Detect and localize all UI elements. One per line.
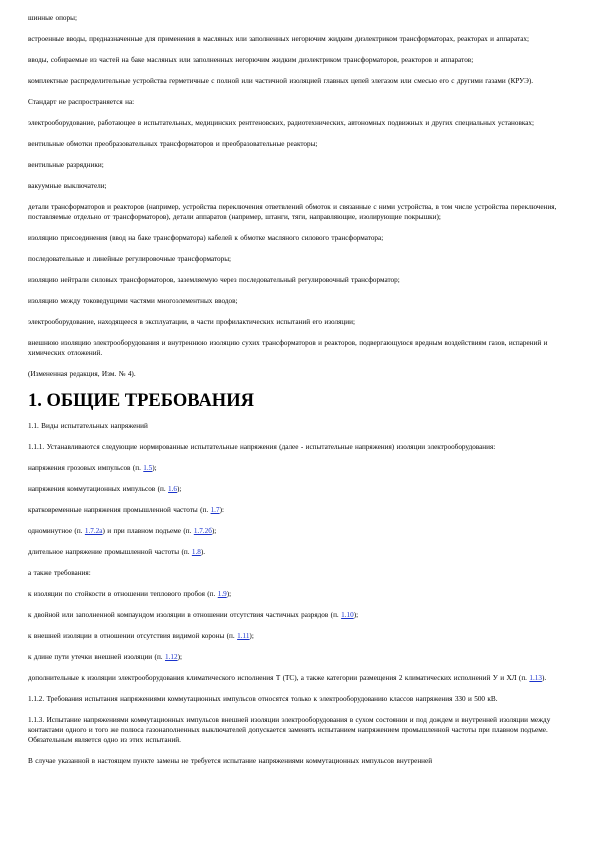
paragraph-text: 1.1.1. Устанавливаются следующие нормированные испытательные напряжения (далее - испытательные напряжения) изоляции электрооборудования: [28, 443, 496, 451]
paragraph-text: вакуумные выключатели; [28, 182, 107, 190]
clause-reference-link[interactable]: 1.7 [210, 506, 220, 514]
paragraph [28, 296, 565, 306]
paragraph [28, 526, 565, 536]
paragraph-text: 1. ОБЩИЕ ТРЕБОВАНИЯ [28, 391, 254, 411]
paragraph [28, 505, 565, 515]
paragraph [28, 756, 565, 766]
paragraph-text: 1.1. Виды испытательных напряжений [28, 422, 148, 430]
clause-reference-link[interactable]: 1.7.2а [84, 527, 103, 535]
paragraph [28, 118, 565, 128]
clause-reference-link[interactable]: 1.11 [237, 632, 250, 640]
clause-reference-link[interactable]: 1.10 [341, 611, 354, 619]
paragraph-text: а также требования: [28, 569, 91, 577]
paragraph-text: ); [226, 590, 232, 598]
paragraph [28, 463, 565, 473]
paragraph-text: ); [152, 464, 157, 472]
paragraph [28, 76, 565, 86]
paragraph [28, 233, 565, 243]
paragraph-text: Стандарт не распространяется на: [28, 98, 135, 106]
clause-reference-link[interactable]: 1.8 [191, 548, 201, 556]
paragraph-text: вентильные разрядники; [28, 161, 104, 169]
paragraph-text: В случае указанной в настоящем пункте замены не требуется испытание напряжениями коммутационных импульсов внутренней [28, 757, 433, 765]
paragraph-text: последовательные и линейные регулировочные трансформаторы; [28, 255, 232, 263]
paragraph [28, 442, 565, 452]
paragraph [28, 421, 565, 431]
paragraph [28, 275, 565, 285]
paragraph [28, 97, 565, 107]
clause-reference-link[interactable]: 1.6 [168, 485, 178, 493]
clause-reference-link[interactable]: 1.9 [217, 590, 227, 598]
paragraph-text: дополнительные к изоляции электрооборудования климатического исполнения Т (ТС), а также категории размещения 2 климатических исполнений У и ХЛ (п. [28, 674, 530, 682]
paragraph [28, 715, 565, 745]
paragraph [28, 160, 565, 170]
paragraph-text: комплектные распределительные устройства герметичные с полной или частичной изоляцией главных цепей элегазом или смесью его с другими газами (КРУЭ). [28, 77, 534, 85]
paragraph [28, 254, 565, 264]
paragraph-text: кратковременные напряжения промышленной частоты (п. [28, 506, 211, 514]
paragraph [28, 317, 565, 327]
paragraph-text: длительное напряжение промышленной частоты (п. [28, 548, 192, 556]
paragraph [28, 55, 565, 65]
paragraph-text: электрооборудование, находящееся в эксплуатации, в части профилактических испытаний его изоляции; [28, 318, 355, 326]
section-heading [28, 390, 565, 412]
paragraph-text: электрооборудование, работающее в испытательных, медицинских рентгеновских, радиотехнических, автономных подвижных и других специальных установках; [28, 119, 535, 127]
paragraph-text: ); [177, 485, 182, 493]
paragraph [28, 369, 565, 379]
paragraph [28, 34, 565, 44]
paragraph-text: 1.1.3. Испытание напряжениями коммутационных импульсов внешней изоляции электрооборудования в сухом состоянии и под дождем и внутренней изоляции между контактами одного и того же полюса газонаполненных выключателей допускается заменять испытанием напряжением промышленной частоты при плавном подъеме. Обязательным является одно из этих испытаний. [28, 716, 551, 744]
paragraph-text: ); [249, 632, 254, 640]
paragraph-text: изоляцию между токоведущими частями многоэлементных вводов; [28, 297, 238, 305]
clause-reference-link[interactable]: 1.12 [164, 653, 178, 661]
clause-reference-link[interactable]: 1.7.2б [193, 527, 212, 535]
paragraph-text: изоляцию присоединения (ввод на баке трансформатора) кабелей к обмотке масляного силового трансформатора; [28, 234, 384, 242]
paragraph-text: к двойной или заполненной компаундом изоляции в отношении отсутствия частичных разрядов (п. [28, 611, 342, 619]
paragraph-text: изоляцию нейтрали силовых трансформаторов, заземляемую через последовательный регулировочный трансформатор; [28, 276, 400, 284]
paragraph [28, 547, 565, 557]
paragraph [28, 338, 565, 358]
paragraph-text: к внешней изоляции в отношении отсутствия видимой короны (п. [28, 632, 238, 640]
paragraph-text: ). [541, 674, 547, 682]
paragraph [28, 631, 565, 641]
paragraph-text: ); [177, 653, 182, 661]
paragraph-text: (Измененная редакция, Изм. № 4). [28, 370, 136, 378]
paragraph-text: напряжения коммутационных импульсов (п. [28, 485, 169, 493]
paragraph-text: встроенные вводы, предназначенные для применения в масляных или заполненных негорючим жидким диэлектриком трансформаторах, реакторах и аппаратах; [28, 35, 529, 43]
paragraph-text: к длине пути утечки внешней изоляции (п. [28, 653, 165, 661]
paragraph [28, 13, 565, 23]
paragraph [28, 673, 565, 683]
paragraph [28, 484, 565, 494]
paragraph-text: вентильные обмотки преобразовательных трансформаторов и преобразовательные реакторы; [28, 140, 318, 148]
paragraph-text: напряжения грозовых импульсов (п. [28, 464, 144, 472]
paragraph-text: 1.1.2. Требования испытания напряжениями коммутационных импульсов относятся только к электрооборудованию классов напряжения 330 и 500 кВ. [28, 695, 498, 703]
paragraph-text: к изоляции по стойкости в отношении теплового пробоя (п. [28, 590, 218, 598]
paragraph-text: ): [219, 506, 224, 514]
paragraph-text: ); [353, 611, 359, 619]
paragraph [28, 202, 565, 222]
paragraph-text: одноминутное (п. [28, 527, 85, 535]
paragraph [28, 610, 565, 620]
paragraph-text: детали трансформаторов и реакторов (например, устройства переключения ответвлений обмоток и связанные с ними устройства, в том числе устройства переключения, поставляемые отдельно от трансформаторов), детали аппаратов (например, штанги, тяги, направляющие, изолирующие покрышки); [28, 203, 557, 221]
paragraph-text: вводы, собираемые из частей на баке масляных или заполненных негорючим жидким диэлектриком трансформаторов, реакторов и аппаратов; [28, 56, 474, 64]
clause-reference-link[interactable]: 1.5 [143, 464, 153, 472]
paragraph-text: ). [200, 548, 206, 556]
paragraph [28, 589, 565, 599]
paragraph-text: ) и при плавном подъеме (п. [102, 527, 194, 535]
paragraph [28, 694, 565, 704]
paragraph [28, 568, 565, 578]
paragraph-text: ); [211, 527, 217, 535]
paragraph [28, 181, 565, 191]
paragraph [28, 652, 565, 662]
clause-reference-link[interactable]: 1.13 [529, 674, 542, 682]
paragraph-text: шинные опоры; [28, 14, 77, 22]
paragraph-text: внешнюю изоляцию электрооборудования и внутреннюю изоляцию сухих трансформаторов и реакторов, подвергающуюся вредным воздействиям газов, испарений и химических отложений. [28, 339, 548, 357]
paragraph [28, 139, 565, 149]
